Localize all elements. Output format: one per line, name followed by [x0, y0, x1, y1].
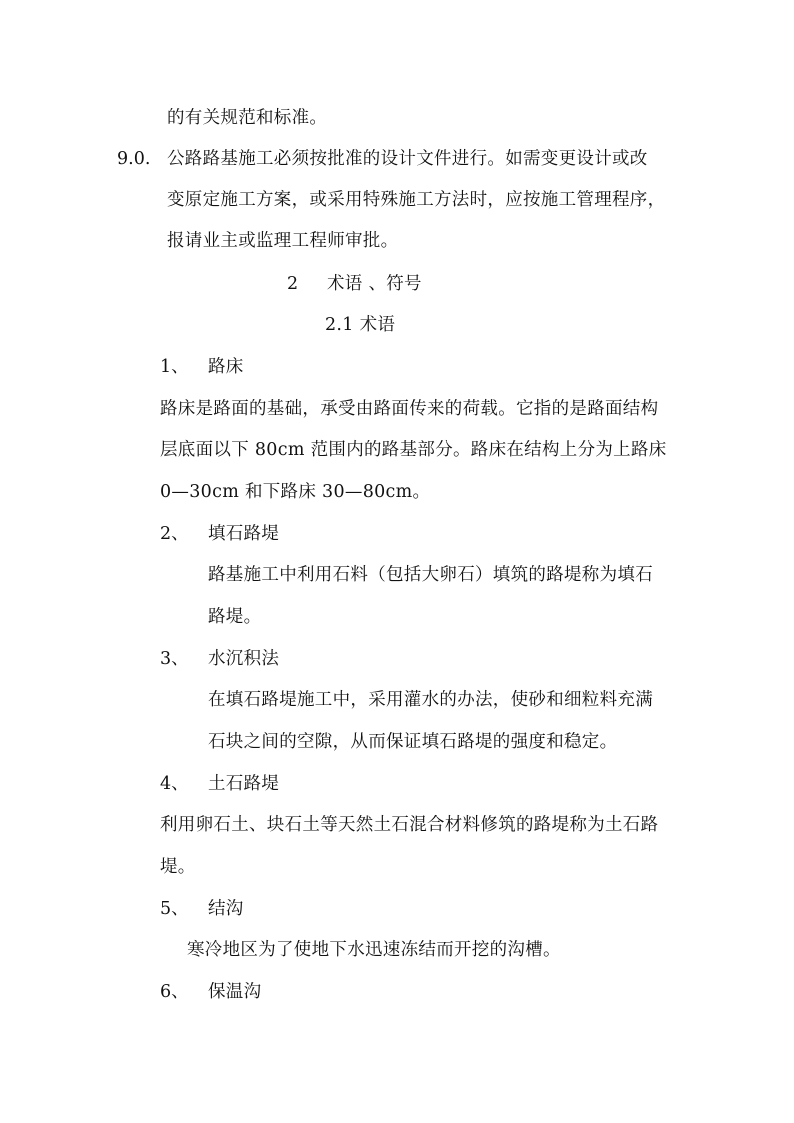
term-title: 水沉积法 [208, 649, 280, 669]
term-number: 6、 [160, 982, 189, 1002]
term-number: 5、 [160, 899, 189, 919]
term-number: 1、 [160, 357, 189, 377]
term-body-line: 石块之间的空隙，从而保证填石路堤的强度和稳定。 [208, 732, 618, 752]
clause-number: 9.0. [117, 149, 151, 169]
clause-text-line: 变原定施工方案，或采用特殊施工方法时，应按施工管理程序， [167, 190, 666, 210]
term-title: 结沟 [208, 899, 244, 919]
term-number: 2、 [160, 524, 189, 544]
term-number: 3、 [160, 649, 189, 669]
continuation-line: 的有关规范和标准。 [167, 108, 328, 128]
term-body-line: 利用卵石土、块石土等天然土石混合材料修筑的路堤称为土石路 [160, 815, 659, 835]
term-body-line: 寒冷地区为了使地下水迅速冻结而开挖的沟槽。 [187, 940, 561, 960]
term-body-line: 路床是路面的基础，承受由路面传来的荷载。它指的是路面结构 [160, 399, 659, 419]
term-body-line: 路堤。 [208, 607, 262, 627]
term-body-line: 在填石路堤施工中，采用灌水的办法，使砂和细粒料充满 [208, 690, 653, 710]
term-title: 路床 [208, 357, 244, 377]
term-body-line: 堤。 [160, 857, 196, 877]
clause-text-line: 报请业主或监理工程师审批。 [167, 231, 399, 251]
chapter-title: 术语 、符号 [327, 274, 422, 294]
term-title: 土石路堤 [208, 774, 280, 794]
section-title: 2.1 术语 [325, 315, 396, 335]
term-title: 填石路堤 [208, 524, 280, 544]
term-title: 保温沟 [208, 982, 262, 1002]
term-number: 4、 [160, 774, 189, 794]
term-body-line: 0—30cm 和下路床 30—80cm。 [160, 482, 431, 502]
chapter-number: 2 [287, 274, 299, 294]
term-body-line: 路基施工中利用石料（包括大卵石）填筑的路堤称为填石 [208, 565, 653, 585]
clause-text-line: 公路路基施工必须按批准的设计文件进行。如需变更设计或改 [167, 149, 648, 169]
term-body-line: 层底面以下 80cm 范围内的路基部分。路床在结构上分为上路床 [160, 440, 667, 460]
